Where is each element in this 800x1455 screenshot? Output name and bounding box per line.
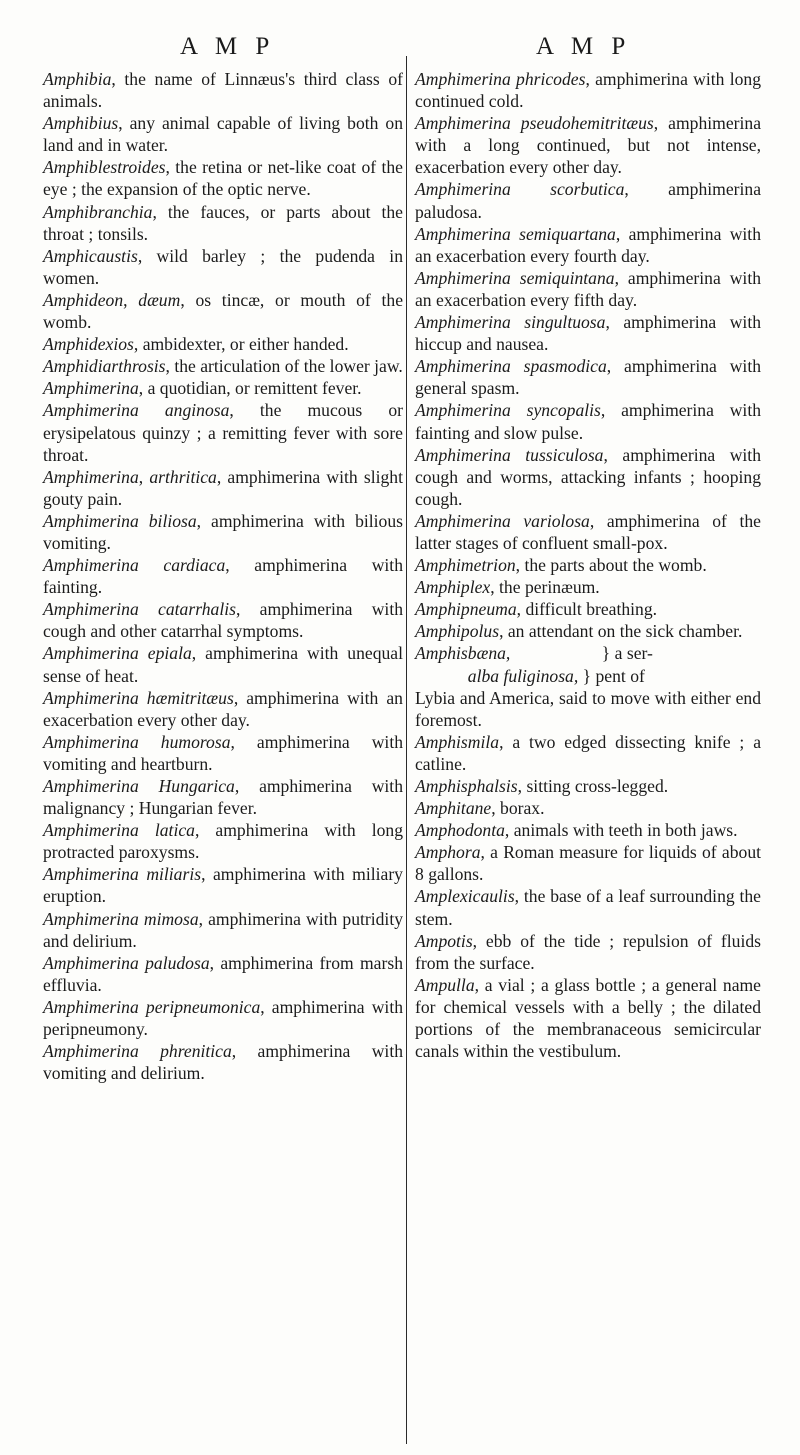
- entry-definition: , amphimerina with slight gouty pain.: [43, 466, 403, 509]
- entry-definition: , the perinæum.: [490, 577, 600, 598]
- entry-definition: , the base of a leaf surrounding the stem.: [415, 886, 761, 929]
- entry-definition: , amphimerina with a long continued, but not intense, exacerbation every other day.: [415, 113, 762, 178]
- entry-definition: , wild barley ; the pudenda in women.: [43, 245, 403, 288]
- entry-headword: alba fuliginosa,: [467, 665, 579, 686]
- entry-definition: , ebb of the tide ; repulsion of fluids from the surface.: [415, 930, 761, 973]
- entry-definition: , amphimerina with long continued cold.: [415, 69, 761, 112]
- entry-headword: Amplexicaulis: [415, 886, 515, 907]
- dictionary-entry: [415, 775, 761, 797]
- dictionary-entry: [43, 554, 403, 598]
- dictionary-entry: [43, 156, 403, 200]
- entry-definition: , amphimerina with cough and worms, attacking infants ; hooping cough.: [415, 444, 761, 509]
- entry-headword: Amphipolus: [415, 621, 500, 642]
- dictionary-entry: [415, 444, 761, 510]
- entry-headword: Amphisbæna,: [415, 643, 511, 664]
- dictionary-entry: [43, 863, 403, 907]
- entry-definition: Lybia and America, said to move with either end foremost.: [415, 687, 761, 730]
- entry-headword: Amphimerina: [43, 378, 139, 399]
- entry-headword: Amphimerina biliosa: [43, 510, 197, 531]
- dictionary-entry: [415, 797, 761, 819]
- dictionary-entry: [415, 974, 761, 1062]
- entry-headword: Amphimerina scorbutica: [415, 179, 625, 200]
- entry-headword: Amphimerina spasmodica: [415, 356, 607, 377]
- entry-definition: , animals with teeth in both jaws.: [504, 820, 738, 841]
- entry-headword: Amphidiarthrosis: [43, 356, 166, 377]
- entry-separator: ,: [123, 289, 139, 310]
- entry-headword: Amphimerina paludosa: [43, 952, 210, 973]
- running-head-right: A M P: [536, 33, 632, 60]
- entry-definition: , amphimerina with general spasm.: [415, 356, 762, 399]
- entry-definition: , borax.: [491, 798, 545, 819]
- entry-definition: a ser-: [614, 643, 653, 664]
- entry-definition: , the articulation of the lower jaw.: [165, 356, 403, 377]
- entry-definition: , a two edged dissecting knife ; a catline.: [415, 731, 761, 774]
- entry-definition: , amphimerina with an exacerbation every fifth day.: [415, 267, 762, 310]
- entry-definition: , the retina or net-like coat of the eye ; the expansion of the optic nerve.: [43, 157, 403, 200]
- entry-variant: dæum: [138, 289, 181, 310]
- dictionary-entry: [43, 819, 403, 863]
- entry-definition: , amphimerina with an exacerbation every other day.: [43, 687, 403, 730]
- dictionary-entry: [43, 952, 403, 996]
- entry-definition: , ambidexter, or either handed.: [133, 334, 349, 355]
- entry-headword: Amphimerina tussiculosa: [415, 444, 604, 465]
- entry-definition: , the mucous or erysipelatous quinzy ; a remitting fever with sore throat.: [43, 400, 403, 465]
- entry-headword: Amphitane: [415, 798, 492, 819]
- entry-headword: Amphisphalsis: [415, 776, 518, 796]
- entry-headword: Amphimerina singultuosa: [415, 312, 606, 333]
- entry-headword: Amphibranchia: [43, 201, 153, 222]
- dictionary-entry: [43, 642, 403, 686]
- column-divider: [406, 56, 407, 1444]
- dictionary-entry: [415, 576, 761, 598]
- entry-headword: Amphimerina Hungarica: [43, 776, 235, 796]
- dictionary-entry: [43, 245, 403, 289]
- entry-definition: , amphimerina with putridity and delirium.: [43, 908, 404, 951]
- dictionary-entry: [43, 68, 403, 112]
- entry-definition: , amphimerina with hiccup and nausea.: [415, 312, 761, 355]
- dictionary-entry: [43, 598, 403, 642]
- entry-definition: , a Roman measure for liquids of about 8 gallons.: [415, 842, 761, 885]
- entry-headword: Amphimerina hæmitritæus: [43, 687, 234, 708]
- dictionary-entry: [43, 510, 403, 554]
- entry-headword: Amphimerina miliaris: [43, 864, 202, 885]
- dictionary-entry: [415, 223, 761, 267]
- entry-headword: Amphimerina phricodes: [415, 69, 586, 89]
- dictionary-entry: [43, 377, 403, 399]
- entry-definition: , amphimerina with bilious vomiting.: [43, 510, 403, 553]
- entry-definition: , any animal capable of living both on land and in water.: [43, 113, 403, 156]
- entry-headword: Amphipneuma: [415, 599, 517, 620]
- entry-definition: , amphimerina with vomiting and heartburn.: [43, 731, 403, 774]
- entry-headword: Amphimerina semiquintana: [415, 267, 615, 288]
- dictionary-entry: [415, 510, 761, 554]
- entry-definition: , amphimerina of the latter stages of confluent small-pox.: [415, 510, 761, 553]
- entry-headword: Amphimerina phrenitica: [43, 1041, 232, 1062]
- entry-headword: Amphimerina variolosa: [415, 510, 590, 531]
- entry-headword: Amphimerina anginosa: [43, 400, 230, 421]
- entry-definition: , amphimerina with fainting.: [43, 555, 403, 598]
- dictionary-entry: [43, 996, 403, 1040]
- entry-definition: , amphimerina with peripneumony.: [43, 996, 404, 1040]
- left-column: [43, 68, 403, 1084]
- dictionary-entry: [43, 687, 403, 731]
- entry-line: alba fuliginosa, } pent of: [467, 665, 645, 686]
- dictionary-entry: [415, 554, 761, 576]
- entry-headword: Amphimetrion: [415, 555, 516, 576]
- entry-headword: Amphimerina peripneumonica: [43, 996, 261, 1017]
- dictionary-entry: [43, 1040, 403, 1084]
- entry-definition: , the name of Linnæus's third class of animals.: [43, 69, 403, 112]
- entry-line: Amphisbæna, } a ser-: [415, 643, 653, 664]
- entry-headword: Amphimerina cardiaca: [43, 555, 226, 576]
- entry-definition: , amphimerina paludosa.: [415, 179, 762, 222]
- entry-variant: arthritica: [149, 466, 217, 487]
- entry-headword: Amphodonta: [415, 820, 505, 841]
- entry-headword: Amphiblestroides: [43, 157, 166, 178]
- dictionary-entry: [43, 908, 403, 952]
- entry-definition: , a quotidian, or remittent fever.: [138, 378, 362, 399]
- entry-headword: Amphimerina pseudohemitritæus: [415, 113, 654, 134]
- dictionary-entry: [415, 731, 761, 775]
- entry-definition: , amphimerina with malignancy ; Hungarian fever.: [43, 776, 403, 819]
- entry-headword: Ampotis: [415, 930, 473, 951]
- entry-definition: , amphimerina with an exacerbation every fourth day.: [415, 223, 761, 266]
- entry-definition: , amphimerina with fainting and slow pulse.: [415, 400, 762, 443]
- dictionary-entry: [415, 112, 761, 178]
- entry-headword: Amphicaustis: [43, 245, 138, 266]
- entry-definition: , the parts about the womb.: [515, 555, 707, 576]
- dictionary-entry: [415, 355, 761, 399]
- entry-definition: , difficult breathing.: [516, 599, 658, 620]
- entry-headword: Amphimerina semiquartana: [415, 223, 616, 244]
- right-column: [415, 68, 761, 1062]
- entry-headword: Amphimerina: [43, 466, 139, 487]
- dictionary-entry: [415, 311, 761, 355]
- entry-definition: , the fauces, or parts about the throat ; tonsils.: [43, 201, 403, 244]
- dictionary-entry: [43, 289, 403, 333]
- entry-definition: , os tincæ, or mouth of the womb.: [43, 289, 403, 333]
- entry-headword: Amphimerina epiala: [43, 643, 192, 664]
- dictionary-entry: [43, 399, 403, 465]
- entry-headword: Amphimerina catarrhalis: [43, 599, 236, 620]
- entry-headword: Amphimerina mimosa: [43, 908, 199, 929]
- dictionary-entry: [415, 598, 761, 620]
- dictionary-entry: [415, 642, 761, 730]
- entry-definition: , amphimerina with vomiting and delirium.: [43, 1041, 403, 1084]
- dictionary-entry: [43, 333, 403, 355]
- entry-definition: , amphimerina with unequal sense of heat.: [43, 643, 403, 686]
- entry-headword: Ampulla: [415, 974, 475, 995]
- running-head-left: A M P: [180, 33, 276, 60]
- dictionary-entry: [415, 399, 761, 443]
- entry-definition: pent of: [595, 665, 645, 686]
- dictionary-entry: [415, 841, 761, 885]
- entry-definition: , a vial ; a glass bottle ; a general name for chemical vessels with a belly ; the dilated portions of the membranaceous semicircular canals within the vestibulum.: [415, 974, 761, 1062]
- entry-definition: , sitting cross-legged.: [517, 776, 669, 796]
- dictionary-entry: [415, 267, 761, 311]
- entry-definition: , amphimerina with cough and other catarrhal symptoms.: [43, 599, 404, 642]
- entry-headword: Amphimerina latica: [43, 820, 195, 841]
- dictionary-entry: [43, 731, 403, 775]
- entry-headword: Amphidexios: [43, 334, 134, 355]
- entry-definition: , an attendant on the sick chamber.: [499, 621, 743, 642]
- entry-definition: , amphimerina with miliary eruption.: [43, 864, 403, 907]
- dictionary-entry: [415, 178, 761, 222]
- entry-definition: , amphimerina from marsh effluvia.: [43, 952, 403, 995]
- dictionary-entry: [43, 775, 403, 819]
- dictionary-entry: [43, 201, 403, 245]
- dictionary-entry: [415, 885, 761, 929]
- dictionary-entry: [415, 68, 761, 112]
- dictionary-entry: [415, 620, 761, 642]
- entry-headword: Amphibius: [43, 113, 119, 134]
- entry-headword: Amphimerina syncopalis: [415, 400, 601, 421]
- entry-headword: Amphimerina humorosa: [43, 731, 231, 752]
- dictionary-entry: [43, 466, 403, 510]
- entry-separator: ,: [138, 466, 150, 487]
- entry-headword: Amphideon: [43, 289, 124, 310]
- dictionary-entry: [415, 819, 761, 841]
- dictionary-entry: [43, 355, 403, 377]
- entry-headword: Amphibia: [43, 69, 112, 89]
- dictionary-entry: [43, 112, 403, 156]
- entry-definition: , amphimerina with long protracted paroxysms.: [43, 820, 403, 863]
- entry-headword: Amphiplex: [415, 577, 491, 598]
- dictionary-entry: [415, 930, 761, 974]
- entry-headword: Amphismila: [415, 731, 500, 752]
- entry-headword: Amphora: [415, 842, 481, 863]
